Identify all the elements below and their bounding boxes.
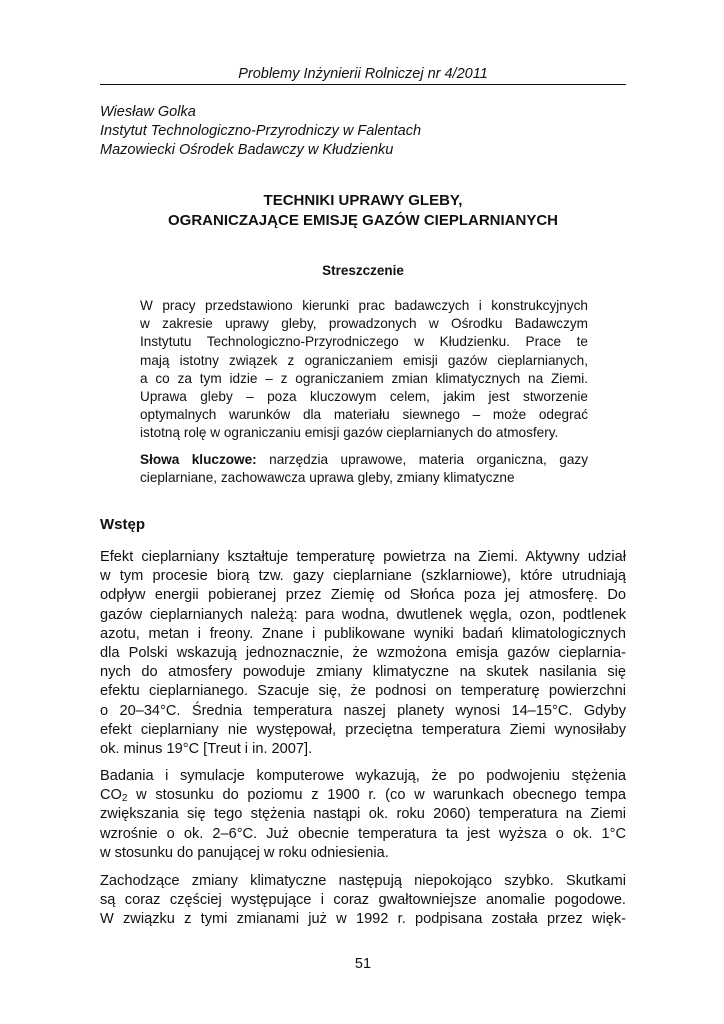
title-line: TECHNIKI UPRAWY GLEBY, [263, 192, 463, 209]
body-line: ok. minus 19°C [Treut i in. 2007]. [100, 741, 313, 758]
section-heading: Wstęp [100, 516, 145, 533]
co2-subscript: 2 [121, 793, 128, 805]
body-line: Badania i symulacje komputerowe wykazują, że po podwojeniu stężenia [100, 768, 626, 784]
abstract-line: optymalnych warunków dla materiału siewnego – może odegrać [140, 407, 588, 423]
title-line: OGRANICZAJĄCE EMISJĘ GAZÓW CIEPLARNIANYCH [167, 212, 559, 229]
abstract-line: W pracy przedstawiono kierunki prac badawczych i konstrukcyjnych [140, 298, 588, 313]
body-line: azotu, metan i freony. Znane i publikowane wyniki badań klimatologicznych [100, 625, 626, 642]
body-line: Efekt cieplarniany kształtuje temperaturę powietrza na Ziemi. Aktywny udział [100, 549, 626, 565]
abstract-heading: Streszczenie [322, 263, 404, 278]
body-line [100, 786, 626, 805]
body-text: w stosunku do poziomu z 1900 r. (co w warunkach obecnego tempa [127, 787, 626, 804]
keywords-label: Słowa kluczowe: [140, 452, 257, 467]
body-line: dla Polski wskazują jednoznacznie, że wzmożona emisja gazów cieplarnia- [100, 645, 626, 662]
body-line: Zachodzące zmiany klimatyczne następują niepokojąco szybko. Skutkami [100, 873, 626, 889]
abstract-line: istotną rolę w ograniczaniu emisji gazów cieplarnianych do atmosfery. [140, 425, 559, 441]
abstract-line: mają istotny związek z ograniczaniem emisji gazów cieplarnianych, [140, 352, 588, 368]
paper-title [100, 191, 626, 231]
body-line: w stosunku do panującej w roku odniesienia. [100, 844, 389, 861]
body-line: efekt cieplarniany nie występował, przeciętna temperatura Ziemi wynosiłaby [100, 721, 626, 738]
co2-formula: CO [100, 787, 122, 804]
page-number: 51 [354, 956, 372, 972]
journal-header: Problemy Inżynierii Rolniczej nr 4/2011 [100, 66, 626, 85]
abstract-line: Uprawa gleby – poza kluczowym celem, jakim jest stworzenie [140, 389, 588, 405]
abstract-line: w zakresie uprawy gleby, prowadzonych w Ośrodku Badawczym [140, 316, 588, 332]
body-paragraph [100, 767, 626, 863]
abstract-line: a co za tym idzie – z ograniczaniem zmian klimatycznych na Ziemi. [140, 370, 588, 386]
body-line: gazów cieplarnianych należą: para wodna, dwutlenek węgla, ozon, podtlenek [100, 606, 626, 623]
body-line: W związku z tymi zmianami już w 1992 r. podpisana została przez więk- [100, 911, 626, 928]
body-line: zwiększania się tego stężenia nastąpi ok. roku 2060) temperatura na Ziemi [100, 806, 626, 823]
abstract-body [140, 297, 588, 443]
body-line: wzrośnie o ok. 2–6°C. Już obecnie temperatura ta jest wyższa o ok. 1°C [100, 825, 626, 842]
author-affiliation: Mazowiecki Ośrodek Badawczy w Kłudzienku [100, 142, 394, 158]
keywords-line: cieplarniane, zachowawcza uprawa gleby, zmiany klimatyczne [140, 470, 515, 486]
keywords-line [140, 451, 588, 469]
keywords-text: narzędzia uprawowe, materia organiczna, gazy [256, 452, 588, 467]
body-paragraph [100, 872, 626, 930]
keywords [140, 451, 588, 487]
body-line: efektu cieplarnianego. Szacuje się, że podnosi on temperaturę powierzchni [100, 683, 626, 700]
author-affiliation: Instytut Technologiczno-Przyrodniczy w Falentach [100, 123, 422, 139]
body-line: w tym procesie biorą tzw. gazy cieplarniane (szklarniowe), które utrudniają [100, 568, 626, 585]
author-name: Wiesław Golka [100, 104, 196, 120]
body-line: o 20–34°C. Średnia temperatura naszej planety wynosi 14–15°C. Gdyby [100, 702, 626, 719]
abstract-line: Instytutu Technologiczno-Przyrodniczego w Kłudzienku. Prace te [140, 334, 588, 350]
body-line: odpływ energii pobieranej przez Ziemię od Słońca poza jej atmosferę. Do [100, 587, 626, 604]
body-paragraph [100, 548, 626, 759]
body-line: nych do atmosfery powoduje zmiany klimatyczne na skutek nasilania się [100, 664, 626, 681]
body-line: są coraz częściej występujące i coraz gwałtowniejsze anomalie pogodowe. [100, 892, 626, 909]
author-block [100, 103, 421, 160]
